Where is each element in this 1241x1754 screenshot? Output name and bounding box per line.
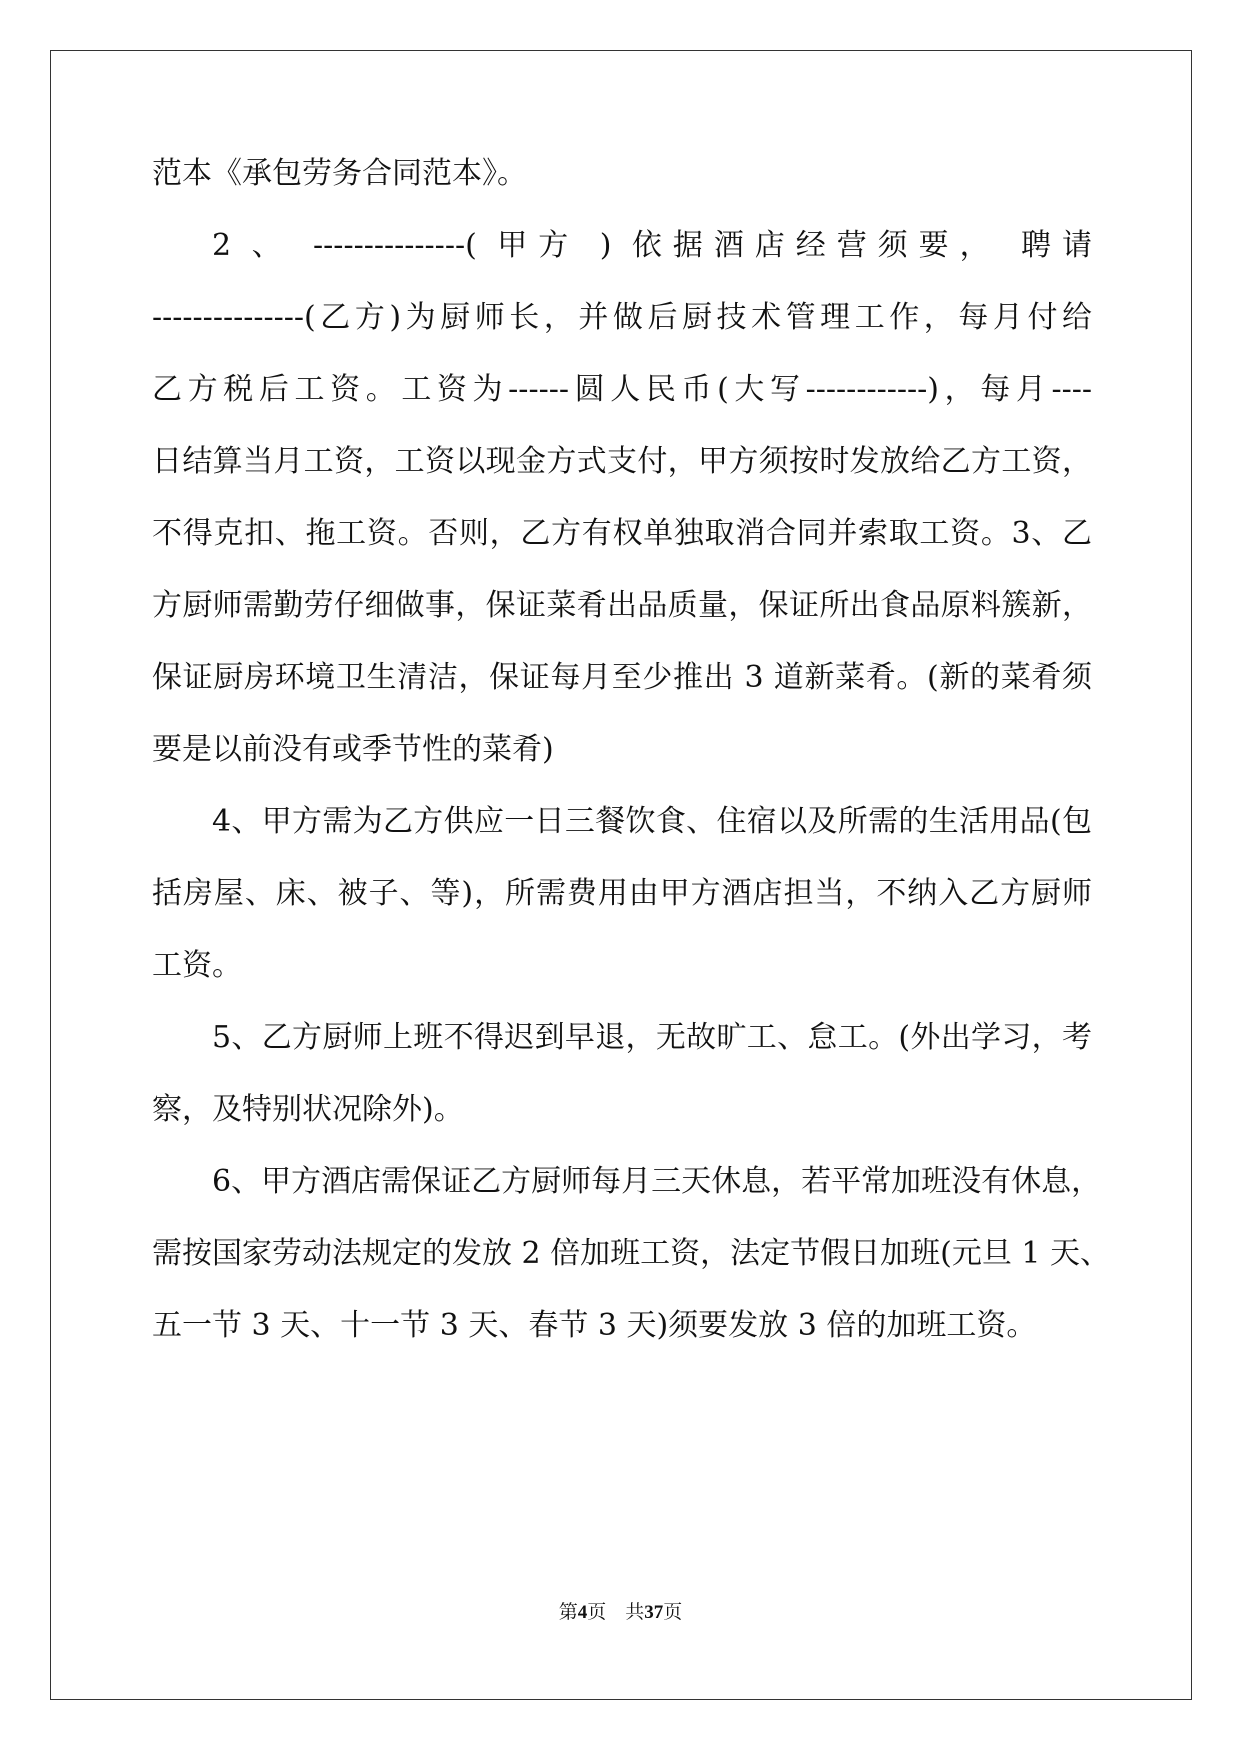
text-line: 日结算当月工资，工资以现金方式支付，甲方须按时发放给乙方工资，: [152, 444, 1092, 479]
page-prefix: 第: [558, 1602, 578, 1623]
text-line: 察，及特别状况除外)。: [152, 1092, 464, 1127]
text-line: 工资。: [152, 948, 242, 983]
text-line: 乙方税后工资。工资为------圆人民币(大写------------)，每月----: [152, 372, 1092, 407]
text-line: 5、乙方厨师上班不得迟到早退，无故旷工、怠工。(外出学习，考: [212, 1020, 1092, 1055]
total-prefix: 共: [625, 1602, 645, 1623]
text-line: 括房屋、床、被子、等)，所需费用由甲方酒店担当，不纳入乙方厨师: [152, 876, 1092, 911]
total-pages: 37: [644, 1602, 664, 1623]
text-line: 2 、 ---------------( 甲方 ) 依据酒店经营须要， 聘请: [212, 228, 1092, 263]
text-line: 方厨师需勤劳仔细做事，保证菜肴出品质量，保证所出食品原料簇新，: [152, 588, 1092, 623]
page-footer: [0, 1597, 1241, 1624]
text-line: 五一节 3 天、十一节 3 天、春节 3 天)须要发放 3 倍的加班工资。: [152, 1308, 1037, 1343]
text-line: 要是以前没有或季节性的菜肴): [152, 732, 554, 767]
text-line: 不得克扣、拖工资。否则，乙方有权单独取消合同并索取工资。3、乙: [152, 516, 1092, 551]
text-line: 保证厨房环境卫生清洁，保证每月至少推出 3 道新菜肴。(新的菜肴须: [152, 660, 1092, 695]
text-line: 6、甲方酒店需保证乙方厨师每月三天休息，若平常加班没有休息，: [212, 1164, 1102, 1199]
text-line: ---------------(乙方)为厨师长，并做后厨技术管理工作，每月付给: [152, 300, 1092, 335]
text-line: 范本《承包劳务合同范本》。: [152, 156, 527, 191]
page-number: 4: [577, 1602, 588, 1623]
page-suffix: 页: [587, 1602, 607, 1623]
text-line: 需按国家劳动法规定的发放 2 倍加班工资，法定节假日加班(元旦 1 天、: [152, 1236, 1111, 1271]
total-suffix: 页: [663, 1602, 683, 1623]
text-line: 4、甲方需为乙方供应一日三餐饮食、住宿以及所需的生活用品(包: [212, 804, 1092, 839]
